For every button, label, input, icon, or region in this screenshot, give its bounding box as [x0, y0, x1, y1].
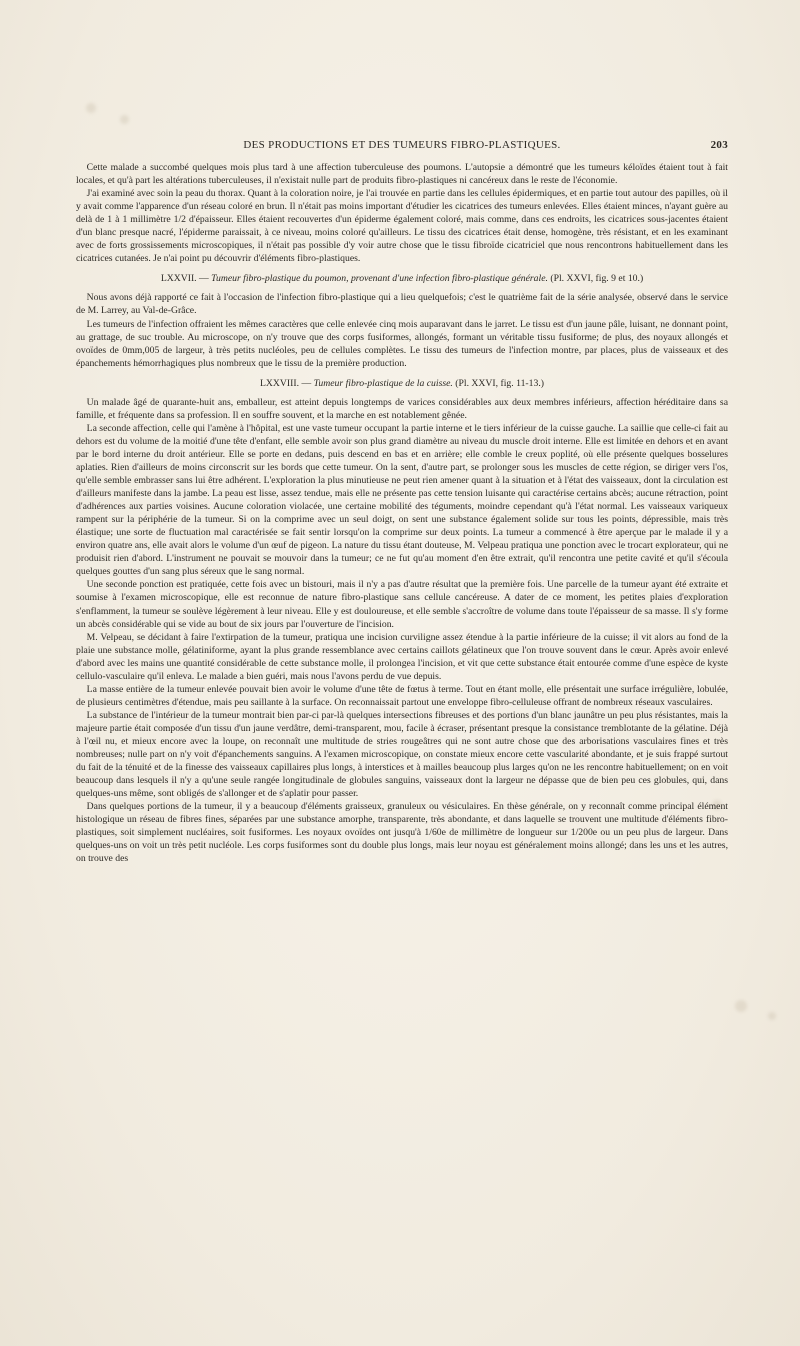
section-title: Tumeur fibro-plastique du poumon, provenant d'une infection fibro-plastique générale. [211, 273, 548, 285]
section-ref: (Pl. XXVI, fig. 11-13.) [455, 377, 544, 389]
paragraph: La substance de l'intérieur de la tumeur montrait bien par-ci par-là quelques intersections fibreuses et des portions d'un blanc jaunâtre un peu plus résistantes, mais la majeure partie était composée d'un tissu d'un jaune verdâtre, demi-transparent, mou, facile à écraser, présentant presque la consistance tremblotante de la gélatine. Déjà à l'œil nu, et mieux encore avec la loupe, on reconnaît une multitude de stries rougeâtres qui ne sont autre chose que des arborisations vasculaires fines et très nombreuses; nulle part on n'y voit d'épanchements sanguins. A l'examen microscopique, on constate mieux encore cette vascularité abondante, et je suis frappé surtout du fait de la ténuité et de la finesse des vaisseaux capillaires plus longs, à interstices et à mailles beaucoup plus larges qu'on ne les rencontre habituellement; on en voit beaucoup dans lesquels il n'y a qu'une seule rangée longitudinale de globules sanguins, vaisseaux dont la largeur ne dépasse que de bien peu ces globules, qui, dans quelques-uns même, sont obligés de s'allonger et de s'aplatir pour passer. [76, 709, 728, 800]
body-text [76, 161, 728, 865]
section-ref: (Pl. XXVI, fig. 9 et 10.) [550, 273, 644, 285]
running-title: DES PRODUCTIONS ET DES TUMEURS FIBRO-PLASTIQUES. [243, 139, 561, 151]
paragraph: Cette malade a succombé quelques mois plus tard à une affection tuberculeuse des poumons. L'autopsie a démontré que les tumeurs kéloïdes étaient tout à fait locales, et qu'à part les altérations tuberculeuses, il n'existait nulle part de produits fibro-plastiques ni cancéreux dans le reste de l'économie. [76, 162, 728, 187]
paper-spot [120, 115, 129, 124]
paragraph: La masse entière de la tumeur enlevée pouvait bien avoir le volume d'une tête de fœtus à terme. Tout en étant molle, elle présentait une surface irrégulière, lobulée, de plusieurs centimètres d'étendue, mais peu saillante à la surface. On reconnaissait partout une enveloppe fibro-celluleuse offrant de nombreux réseaux vasculaires. [76, 683, 728, 708]
paragraph: Une seconde ponction est pratiquée, cette fois avec un bistouri, mais il n'y a pas d'autre résultat que la première fois. Une parcelle de la tumeur ayant été extraite et soumise à l'examen microscopique, elle est reconnue de nature fibro-plastique sans cellule cancéreuse. A dater de ce moment, les petites plaies d'exploration s'enflamment, la tumeur se soulève légèrement à leur niveau. Elle y est douloureuse, et elle semble s'accroître de volume dans toute l'épaisseur de sa masse. Il s'y forme un abcès considérable qui se vide au bout de six jours par l'ouverture de l'incision. [76, 579, 728, 630]
page-number: 203 [710, 139, 728, 151]
section-title: Tumeur fibro-plastique de la cuisse. [313, 377, 453, 389]
paper-spot [768, 1012, 776, 1020]
section-number: LXXVIII. — [260, 377, 312, 389]
section-heading-78 [76, 377, 728, 390]
paragraph: Les tumeurs de l'infection offraient les mêmes caractères que celle enlevée cinq mois auparavant dans le jarret. Le tissu est d'un jaune pâle, luisant, ne donnant point, au grattage, de suc trouble. Au microscope, on n'y trouve que des corps fusiformes, allongés, formant un véritable tissu fusiforme; de plus, des noyaux allongés et ovoïdes de 0mm,005 de largeur, à très petits nucléoles, peu de cellules complètes. Le tissu des tumeurs de l'infection montre, par places, plus de vaisseaux et des épanchements hémorrhagiques plus nombreux que le tissu de la première production. [76, 318, 728, 369]
section-heading-77 [76, 272, 728, 285]
paragraph: Nous avons déjà rapporté ce fait à l'occasion de l'infection fibro-plastique qui a lieu quelquefois; c'est le quatrième fait de la série analysée, observé dans le service de M. Larrey, au Val-de-Grâce. [76, 292, 728, 317]
paper-spot [735, 1000, 747, 1012]
running-header [76, 139, 728, 157]
section-number: LXXVII. — [160, 273, 209, 285]
paragraph: J'ai examiné avec soin la peau du thorax. Quant à la coloration noire, je l'ai trouvée en partie dans les cellules épidermiques, et en partie tout autour des papilles, où il y avait comme l'apparence d'un réseau coloré en brun. Il n'était pas moins important d'étudier les cicatrices des tumeurs enlevées. Elles étaient minces, n'ayant guère au delà de 1 à 1 millimètre 1/2 d'épaisseur. Elles étaient recouvertes d'un épiderme également coloré, mais comme, dans ces endroits, les cicatrices sous-jacentes étaient d'un blanc presque nacré, l'épiderme paraissait, à ce niveau, moins coloré qu'ailleurs. Le tissu des cicatrices était dense, homogène, très résistant, et en les examinant avec de forts grossissements microscopiques, il n'était pas possible d'y voir autre chose que le tissu fibroïde cicatriciel que nous rencontrons habituellement dans les cicatrices cutanées. Je n'ai point pu découvrir d'éléments fibro-plastiques. [76, 188, 728, 265]
paragraph: Un malade âgé de quarante-huit ans, emballeur, est atteint depuis longtemps de varices considérables aux deux membres inférieurs, affection héréditaire dans sa famille, et fréquente dans sa profession. Il en souffre souvent, et la marche en est notablement gênée. [76, 396, 728, 421]
paper-spot [86, 103, 96, 113]
paragraph: M. Velpeau, se décidant à faire l'extirpation de la tumeur, pratiqua une incision curviligne assez étendue à la partie inférieure de la cuisse; il vit alors au fond de la plaie une substance molle, gélatiniforme, ayant la plus grande ressemblance avec certains caillots gélatineux que l'on trouve souvent dans le cœur. Après avoir enlevé d'abord avec les mains une quantité considérable de cette substance molle, il prolongea l'incision, et vit que cette substance était entourée comme d'une espèce de kyste cellulo-vasculaire qu'il enleva. Le malade a bien guéri, mais nous l'avons perdu de vue depuis. [76, 631, 728, 682]
paragraph: Dans quelques portions de la tumeur, il y a beaucoup d'éléments graisseux, granuleux ou vésiculaires. En thèse générale, on y reconnaît comme principal élément histologique un réseau de fibres fines, séparées par une substance amorphe, transparente, très abondante, et dans laquelle se trouvent une multitude d'éléments fibro-plastiques, soit simplement nucléaires, soit fusiformes. Les noyaux ovoïdes ont jusqu'à 1/60e de millimètre de longueur sur 1/200e ou un peu plus de largeur. Dans quelques-uns on voit un très petit nucléole. Les corps fusiformes sont du double plus longs, mais leur noyau est généralement moins allongé; dans les uns et les autres, on trouve des [76, 801, 728, 865]
paragraph: La seconde affection, celle qui l'amène à l'hôpital, est une vaste tumeur occupant la partie interne et le tiers inférieur de la cuisse gauche. La saillie que celle-ci fait au dehors est du volume de la moitié d'une tête d'enfant, elle semble avoir son plus grand diamètre au niveau du muscle droit interne. Elle est limitée en dehors et en avant par le bord interne du droit antérieur. Elle se porte en dedans, puis descend en bas et en arrière; elle comble le creux poplité, où elle présente quelques bosselures aplaties. Rien d'ailleurs de moins circonscrit sur les bords que cette tumeur. On la sent, d'autre part, se prolonger sous les muscles de cette région, se diriger vers l'os, qu'elle semble embrasser sans lui être adhérent. L'exploration la plus minutieuse ne peut rien amener quant à la situation et à l'état des vaisseaux, dont la circulation est d'ailleurs manifeste dans la jambe. La peau est lisse, assez tendue, mais elle ne présente pas cette tension luisante qui caractérise certains abcès; aucune rétraction, point d'adhérences aux parties voisines. Aucune coloration violacée, une certaine mobilité des téguments, moindre cependant qu'à l'état normal. Les vaisseaux variqueux rampent sur la périphérie de la tumeur. Si on la comprime avec un seul doigt, on sent une substance également solide sur tous les points, dépressible, mais très élastique; une sorte de fluctuation mal caractérisée se fait sentir lorsqu'on la comprime sur deux points. La tumeur a commencé à être aperçue par le malade il y a environ quatre ans, elle avait alors le volume d'un œuf de pigeon. La nature du tissu étant douteuse, M. Velpeau pratiqua une ponction avec le trocart explorateur, qui ne produisit rien d'abord. L'instrument ne pouvait se mouvoir dans la tumeur; ce ne fut qu'au moment d'en être extrait, qu'il rencontra une petite cavité et qu'il s'écoula quelques gouttes d'un sang plus séreux que le sang normal. [76, 422, 728, 578]
